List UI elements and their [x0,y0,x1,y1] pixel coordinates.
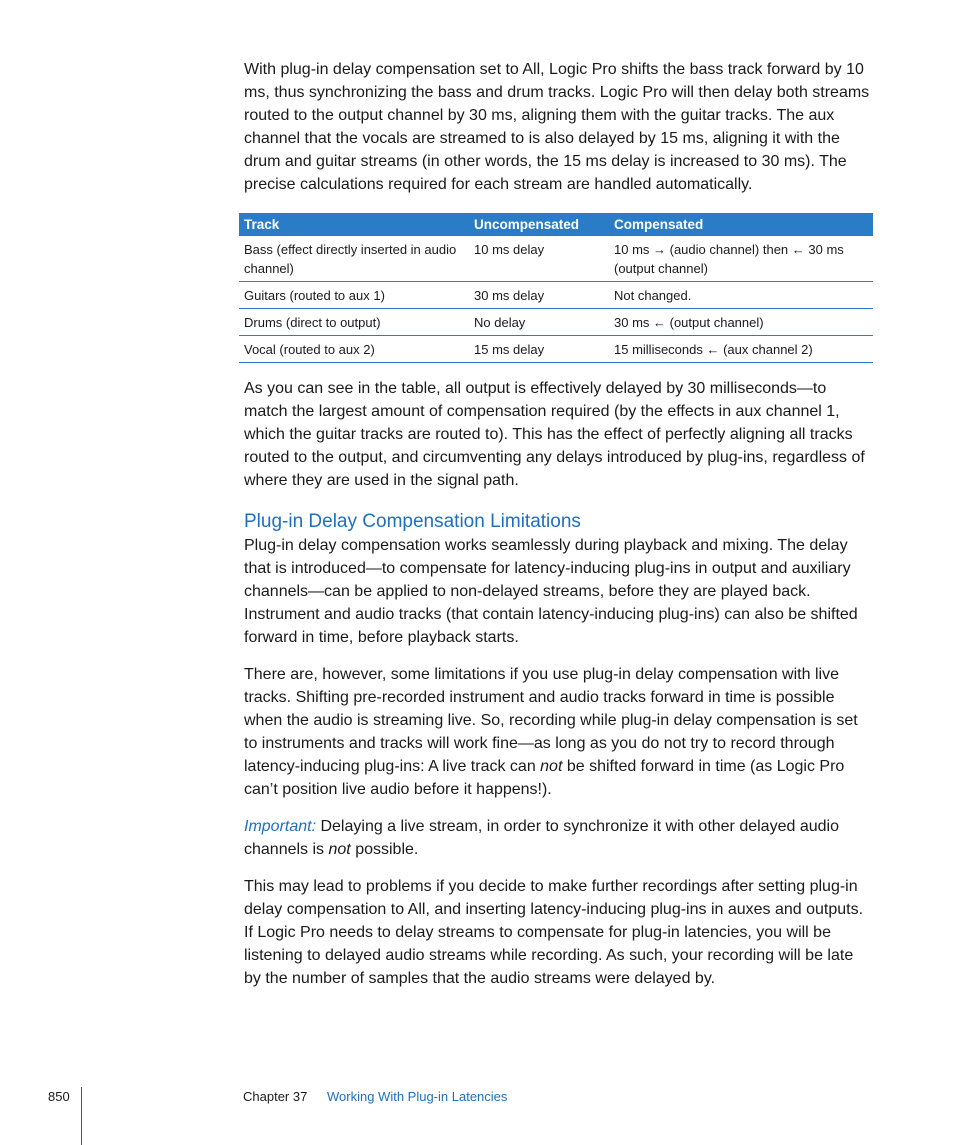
header-track: Track [239,213,469,236]
header-uncompensated: Uncompensated [469,213,609,236]
footer-chapter-title: Working With Plug-in Latencies [327,1089,508,1104]
cell-uncompensated: No delay [469,309,609,336]
emphasis-text: not [328,841,351,858]
header-compensated: Compensated [609,213,873,236]
cell-uncompensated: 30 ms delay [469,282,609,309]
paragraph-pdc-playback: Plug-in delay compensation works seamlessly during playback and mixing. The delay that is introduced—to compensate for latency-inducing plug-ins in output and auxiliary channels—can be applied to non-delayed streams, before they are played back. Instrument and audio tracks (that contain latency-inducing plug-ins) can also be shifted forward in time, before playback starts. [244,537,858,646]
table-row [239,336,873,363]
paragraph-table-summary: As you can see in the table, all output is effectively delayed by 30 milliseconds—to match the largest amount of compensation required (by the effects in aux channel 1, which the guitar tracks are routed to). This has the effect of perfectly aligning all tracks routed to the output, and circumventing any delays introduced by plug-ins, regardless of where they are used in the signal path. [244,380,865,489]
paragraph-live-limitations [244,663,874,801]
text-run: There are, however, some limitations if you use plug-in delay compensation with live tracks. Shifting pre-recorded instrument and audio tracks forward in time is possible when the audio is streaming live. So, recording while plug-in delay compensation is set to instruments and tracks will work fine—as long as you do not try to record through latency-inducing plug-ins: A live track can [244,666,858,775]
page-number: 850 [48,1089,70,1104]
text-run: be shifted forward in time (as Logic Pro can’t position live audio before it happens!). [244,758,845,798]
paragraph-important-note [244,815,874,861]
cell-compensated: Not changed. [609,282,873,309]
table-row [239,309,873,336]
cell-track: Vocal (routed to aux 2) [239,336,469,363]
important-label: Important: [244,818,317,835]
cell-uncompensated: 15 ms delay [469,336,609,363]
table-header-row [239,213,873,236]
cell-track: Guitars (routed to aux 1) [239,282,469,309]
cell-compensated: 10 ms → (audio channel) then ← 30 ms (output channel) [609,236,873,282]
paragraph-recording-problems: This may lead to problems if you decide to make further recordings after setting plug-in delay compensation to All, and inserting latency-inducing plug-ins in auxes and outputs. If Logic Pro needs to delay streams to compensate for plug-in latencies, you will be listening to delayed audio streams while recording. As such, your recording will be late by the number of samples that the audio streams were delayed by. [244,878,864,987]
cell-compensated: 30 ms ← (output channel) [609,309,873,336]
section-heading: Plug-in Delay Compensation Limitations [244,511,581,532]
footer-divider [81,1087,82,1145]
cell-track: Bass (effect directly inserted in audio channel) [239,236,469,282]
table-row [239,236,873,282]
cell-track: Drums (direct to output) [239,309,469,336]
cell-uncompensated: 10 ms delay [469,236,609,282]
delay-compensation-table [239,213,873,363]
table-row [239,282,873,309]
cell-compensated: 15 milliseconds ← (aux channel 2) [609,336,873,363]
text-run: Delaying a live stream, in order to synchronize it with other delayed audio channels is [244,818,839,858]
emphasis-text: not [540,758,563,775]
paragraph-pdc-explanation: With plug-in delay compensation set to All, Logic Pro shifts the bass track forward by 10 ms, thus synchronizing the bass and drum tracks. Logic Pro will then delay both streams routed to the output channel by 30 ms, aligning them with the guitar tracks. The aux channel that the vocals are streamed to is also delayed by 15 ms, aligning it with the drum and guitar streams (in other words, the 15 ms delay is increased to 30 ms). The precise calculations required for each stream are handled automatically. [244,61,870,193]
footer-chapter: Chapter 37 [243,1089,308,1104]
text-run: possible. [350,841,419,858]
